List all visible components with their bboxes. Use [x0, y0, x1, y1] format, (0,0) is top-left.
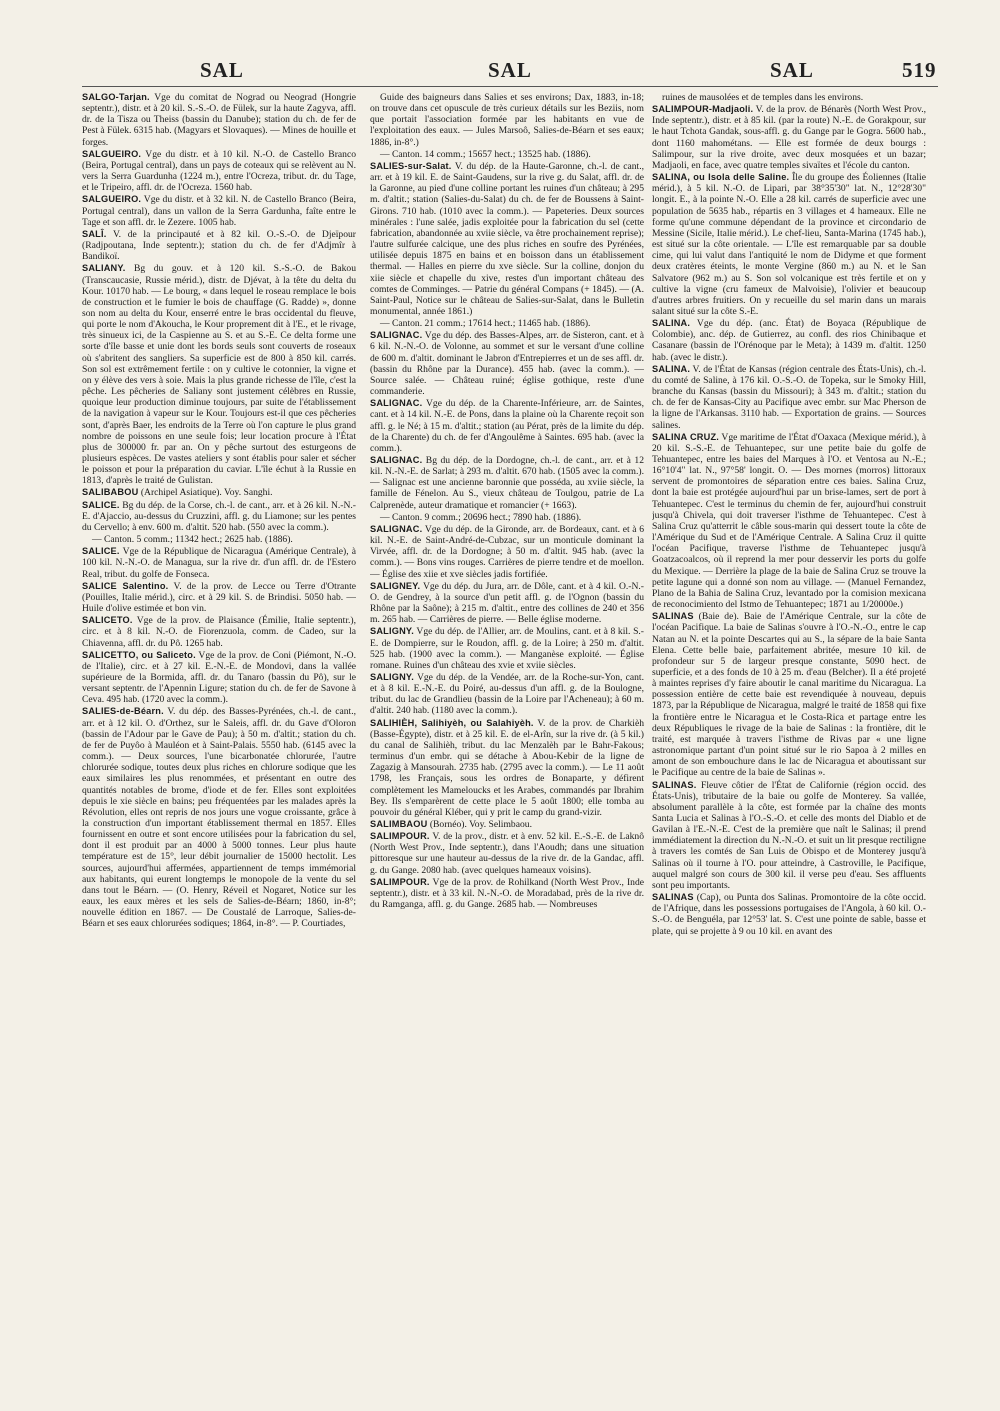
- header-rule: [82, 86, 938, 87]
- dictionary-entry: [370, 672, 644, 717]
- entry-headword: SALIES-sur-Salat.: [370, 160, 452, 171]
- dictionary-entry: [82, 194, 356, 227]
- entry-headword: SALICETTO, ou Saliceto.: [82, 649, 196, 660]
- entry-text: V. de la prov. de Charkièh (Basse-Égypte), distr. et à 25 kil. E. de el-Arîn, sur la rive dr. (à 5 kil.) du canal de Salihièh, tribut. du lac Menzalèh par le Bahr-Fakous; terminus d'un embr. qui se détache à Abou-Kebir de la ligne de Zagazig à Mansourah. 2735 hab. (2795 avec la comm.). — Le 11 août 1798, les Français, sous les ordres de Bonaparte, y défirent complètement les Mameloucks et les Arabes, commandés par Ibrahim Bey. Ils s'emparèrent de cette place le 5 août 1800; elle tomba au pouvoir du général Kléber, qui y prit le camp du grand-vizir.: [370, 717, 644, 818]
- entry-text: Vge de la prov. de Coni (Piémont, N.-O. de l'Italie), circ. et à 27 kil. E.-N.-E. de Mondovi, dans la vallée supérieure de la Bormida, affl. dr. du Tanaro (bassin du Pô), sur le versant septentr. de l'Apennin Ligure; station du ch. de fer de Savone à Ceva. 495 hab. (1720 avec la comm.).: [82, 649, 356, 706]
- entry-text: Fleuve côtier de l'État de Californie (région occid. des États-Unis), tributaire de la baie ou golfe de Monterey. Sa vallée, absolument parallèle à la côte, est formée par la chaîne des monts Santa Lucia et Salinas à l'O.-S.-O. et celle des monts del Diablo et de Gavilan à l'E.-N.-E. C'est de la première que naît le Salinas; il prend immédiatement la direction du N.-N.-O. et suit un lit presque rectiligne à travers les comtés de San Luis de Obispo et de Monterey jusqu'à Salinas où il tourne à l'O. pour atteindre, à Castroville, le Pacifique, auquel malgré son cours de 300 kil. il verse peu d'eau. Ses affluents sont peu importants.: [652, 779, 926, 891]
- entry-continuation: — Canton. 9 comm.; 20696 hect.; 7890 hab. (1886).: [380, 511, 582, 523]
- entry-text: (Archipel Asiatique). Voy. Sanghi.: [138, 487, 273, 499]
- entry-headword: SALINA.: [652, 363, 691, 374]
- entry-text: Vge de la République de Nicaragua (Amérique Centrale), à 100 kil. N.-N.-O. de Managua, sur la rive dr. d'un affl. dr. de l'Estero Real, tribut. du golfe de Fonseca.: [82, 546, 356, 580]
- dictionary-entry: [82, 229, 356, 262]
- entry-headword: SALINA CRUZ.: [652, 431, 720, 442]
- entry-headword: SALGUEIRO.: [82, 194, 142, 205]
- entry-headword: SALIGNAC.: [370, 330, 423, 341]
- entry-text: V. de la prov. de Bénarès (North West Prov., Inde septentr.), distr. et à 85 kil. (par la route) N.-E. de Gorakpour, sur le haut Tchota Gandak, sous-affl. g. du Gange par le Gogra. 5600 hab., dont 1160 mahométans. — Elle est formée de deux bourgs : Salimpour, sur la rive droite, avec deux mosquées et un bazar; Madjaoli, en face, avec quatre temples sivaïtes et l'école du canton.: [652, 104, 926, 171]
- header-center: SAL: [488, 58, 532, 82]
- entry-headword: SALINA.: [652, 318, 691, 329]
- entry-text: (Baie de). Baie de l'Amérique Centrale, sur la côte de l'océan Pacifique. La baie de Salinas s'ouvre à l'O.-N.-O., entre le cap Natan au N. et la pointe Descartes qui au S., la sépare de la baie Santa Elena. Cette belle baie, parfaitement abritée, mesure 10 kil. de profondeur sur 5 de largeur presque constante, 5090 hect. de superficie, et a des fonds de 10 à 25 m. d'eau (Belcher). Il a été projeté à maintes reprises d'y faire aboutir le canal maritime du Nicaragua. La possession entière de cette baie est revendiquée à nouveau, depuis 1873, par la République de Nicaragua, malgré le traité de 1858 qui fixe la frontière entre le Nicaragua et le Costa-Rica et partage entre les deux Républiques le rivage de la baie de Salinas : la frontière, dit le traité, est marquée à travers l'isthme de Rivas par « une ligne astronomique partant d'un point situé sur le rio Sapoa à 2 milles en amont de son embouchure dans le lac de Nicaragua et aboutissant sur le Pacifique au centre de la baie de Salinas ».: [652, 611, 926, 779]
- entry-headword: SALIMPOUR.: [370, 831, 430, 842]
- entry-text: V. du dép. des Basses-Pyrénées, ch.-l. de cant., arr. et à 12 kil. O. d'Orthez, sur le Saleis, affl. dr. du Gave d'Oloron (bassin de l'Adour par le Gave de Pau); à 50 m. d'altit.; station du ch. de fer de Puyôo à Mauléon et à Saint-Palais. 5550 hab. (6145 avec la comm.). — Deux sources, l'une bicarbonatée chlorurée, l'autre chlorurée sodique, toutes deux plus riches en chlorure sodique que les eaux similaires les plus renommées, et présentant en outre des quantités notables de brome, d'iode et de fer. Elles sont exploitées depuis le xie siècle en bains; peu fréquentées par les malades après la Révolution, elles ont repris de nos jours une vogue croissante, grâce à la construction d'un important établissement thermal en 1857. Elles fournissent en outre et sont encore utilisées pour la fabrication du sel, dont il est produit par an 4000 à 5000 tonnes. Leur plus haute température est de 15°, leur débit journalier de 15000 hectolit. Les sources, aujourd'hui affermées, appartiennent de temps immémorial aux habitants, qui eurent longtemps le monopole de la vente du sel dans tout le Béarn. — (O. Henry, Réveil et Nogaret, Notice sur les eaux, les eaux mères et les sels de Salies-de-Béarn; 1860, in-8°; nouvelle édition en 1867. — De Coustalé de Larroque, Salies-de-Béarn et ses eaux chlorurées sodiques; 1864, in-8°. — P. Courtiades,: [82, 706, 356, 930]
- entry-text: V. de la prov. de Lecce ou Terre d'Otrante (Pouilles, Italie mérid.), circ. et à 29 kil. S. de Brindisi. 5050 hab. — Huile d'olive estimée et bon vin.: [82, 580, 356, 615]
- dictionary-entry: [652, 780, 926, 892]
- header-right: SAL: [770, 58, 814, 82]
- entry-text: Vge du distr. et à 10 kil. N.-O. de Castello Branco (Beira, Portugal central), dans un pays de coteaux qui se relèvent au N. vers la Serra Guardunha (1224 m.), entre l'Ocreza, tribut. dr. du Tage, et le Tripeiro, affl. dr. de l'Ocreza. 1560 hab.: [82, 148, 356, 194]
- entry-continuation: Guide des baigneurs dans Salies et ses environs; Dax, 1883, in-18; on trouve dans cet opuscule de très curieux détails sur les Beziis, nom que portait l'association formée par les habitants en vue de l'exploitation des eaux. — Jules Marsoô, Salies-de-Béarn et ses eaux; 1886, in-8°.): [370, 92, 644, 148]
- dictionary-entry: [82, 706, 356, 929]
- entry-headword: SALIGNEY.: [370, 580, 421, 591]
- dictionary-entry: [652, 172, 926, 317]
- entry-headword: SALÎ.: [82, 228, 107, 239]
- entry-headword: SALIMBAOU: [370, 819, 428, 829]
- entry-headword: SALIHIÈH, Salihiyèh, ou Salahiyèh.: [370, 717, 534, 728]
- entry-continuation: — Canton. 5 comm.; 11342 hect.; 2625 hab. (1886).: [92, 534, 293, 546]
- entry-continuation: ruines de mausolées et de temples dans les environs.: [662, 92, 864, 103]
- dictionary-entry: [370, 626, 644, 671]
- header-left: SAL: [200, 58, 244, 82]
- entry-text: Bg du gouv. et à 120 kil. S.-S.-O. de Bakou (Transcaucasie, Russie mérid.), distr. de Djévat, à la tête du delta du Kour. 10170 hab. — Le bourg, « dans lequel le roseau remplace le bois de construction et le fumier le bois de chauffage (G. Radde) », donne son nom au delta du Kour, enserré entre le bras occidental du fleuve, qui porte le nom d'Akoucha, le Kour proprement dit à l'E., et le rivage, très sinueux ici, de la Caspienne au S. et au S.-E. Ce delta forme une sorte d'île basse et unie dont les bords seuls sont couverts de roseaux où s'abritent des sangliers. Sa superficie est de 800 à 850 kil. carrés. Son sol est extrêmement fertile : on y cultive le cotonnier, la vigne et on y élève des vers à soie. Mais la plus grande richesse de l'île, c'est la pêche. Les pêcheries de Saliany sont justement célèbres en Russie, quoique leur production diminue toujours, par suite de l'établissement de la navigation à vapeur sur le Kour. Toujours est-il que ces pêcheries sont, d'après Baer, les endroits de la Terre où l'on capture le plus grand nombre de poissons en une seule fois; leur location procure à l'État plus de 300000 fr. par an. On y pêche surtout des esturgeons de plusieurs espèces. De vastes ateliers y sont établis pour saler et sécher le poisson et pour la préparation du caviar. L'île échut à la Russie en 1813, d'après le traité de Gulistan.: [82, 263, 356, 487]
- dictionary-entry: [652, 611, 926, 778]
- dictionary-entry: [652, 432, 926, 611]
- entry-text: Vge du dép. de la Vendée, arr. de la Roche-sur-Yon, cant. et à 8 kil. E.-N.-E. du Poiré, au-dessus d'un affl. g. de la Boulogne, tribut. du lac de Grandlieu (bassin de la Loire par l'Acheneau); à 60 m. d'altit. 240 hab. (1180 avec la comm.).: [370, 671, 644, 717]
- entry-headword: SALIGNAC.: [370, 398, 423, 409]
- page-number: 519: [902, 58, 937, 82]
- dictionary-entry: [370, 455, 644, 511]
- entry-headword: SALICE.: [82, 546, 120, 557]
- dictionary-entry: [652, 318, 926, 363]
- entry-text: Vge du distr. et à 32 kil. N. de Castello Branco (Beira, Portugal central), dans un vallon de la Serra Gardunha, faîte entre le Tage et son affl. dr. le Zezere. 1005 hab.: [82, 194, 356, 228]
- dictionary-entry: [652, 364, 926, 431]
- dictionary-entry: [82, 546, 356, 579]
- entry-text: V. de la principauté et à 82 kil. O.-S.-O. de Djeïpour (Radjpoutana, Inde septentr.); station du ch. de fer d'Adjmîr à Bandikoï.: [82, 228, 356, 263]
- entry-text: Vge du comitat de Nograd ou Neograd (Hongrie septentr.), distr. et à 20 kil. S.-S.-O. de Fülek, sur la haute Zagyva, affl. dr. de la Tisza ou Theiss (bassin du Danube); station du ch. de fer de Pest à Fülek. 6315 hab. (Magyars et Slovaques). — Mines de houille et forges.: [82, 92, 356, 148]
- entry-headword: SALGUEIRO.: [82, 148, 142, 159]
- dictionary-entry: [82, 500, 356, 533]
- dictionary-entry: [370, 161, 644, 317]
- entry-text: Vge du dép. du Jura, arr. de Dôle, cant. et à 4 kil. O.-N.-O. de Gendrey, à la source d'un petit affl. g. de l'Ognon (bassin du Rhône par la Saône); à 215 m. d'altit., entre des collines de 240 et 356 m. 265 hab. — Carrières de pierre. — Belle église moderne.: [370, 580, 644, 626]
- entry-text: Vge de la prov. de Rohilkand (North West Prov., Inde septentr.), distr. et à 33 kil. N.-N.-O. de Moradabad, près de la rive dr. du Ramganga, affl. g. du Gange. 2685 hab. — Nombreuses: [370, 876, 644, 911]
- entry-text: Vge du dép. de la Gironde, arr. de Bordeaux, cant. et à 6 kil. N.-E. de Saint-André-de-Cubzac, sur un monticule dominant la Virvée, affl. dr. de la Dordogne; à 50 m. d'altit. 945 hab. (avec la comm.). — Bons vins rouges. Carrières de pierre tendre et de moellon. — Église des xiie et xve siècles jadis fortifiée.: [370, 523, 644, 580]
- entry-headword: SALIGNY.: [370, 671, 414, 682]
- entry-headword: SALIES-de-Béarn.: [82, 706, 164, 717]
- entry-headword: SALIMPOUR-Madjaoli.: [652, 104, 754, 115]
- dictionary-entry: [370, 330, 644, 397]
- entry-headword: SALGO-Tarjan.: [82, 92, 150, 102]
- dictionary-entry: [370, 877, 644, 910]
- column-3: [652, 92, 926, 1392]
- entry-headword: SALIMPOUR.: [370, 876, 430, 887]
- entry-headword: SALINAS: [652, 611, 694, 622]
- entry-text: Vge du dép. des Basses-Alpes, arr. de Sisteron, cant. et à 6 kil. N.-N.-O. de Volonne, au sommet et sur le versant d'une colline de 600 m. d'altit. dominant le Jabron d'Entrepierres et un de ses affl. dr. (bassin du Rhône par la Durance). 455 hab. (avec la comm.). — Source salée. — Château ruiné; église gothique, reste d'une commanderie.: [370, 330, 644, 398]
- dictionary-entry: [82, 615, 356, 648]
- entry-continuation: — Canton. 14 comm.; 15657 hect.; 13525 hab. (1886).: [380, 148, 591, 160]
- column-1: [82, 92, 356, 1392]
- entry-text: Vge de la prov. de Plaisance (Émilie, Italie septentr.), circ. et à 8 kil. N.-O. de Fiorenzuola, comm. de Cadeo, sur la Chiavenna, affl. dr. du Pô. 1265 hab.: [82, 615, 356, 649]
- entry-continuation: — Canton. 21 comm.; 17614 hect.; 11465 hab. (1886).: [380, 318, 591, 330]
- dictionary-entry: [370, 718, 644, 818]
- dictionary-entry: [82, 581, 356, 614]
- dictionary-entry: [652, 104, 926, 171]
- dictionary-entry: [82, 487, 356, 498]
- entry-text: (Bornéo). Voy. Selimbaou.: [427, 819, 532, 830]
- dictionary-entry: [370, 581, 644, 626]
- entry-text: V. du dép. de la Haute-Garonne, ch.-l. de cant., arr. et à 19 kil. E. de Saint-Gaudens, sur la rive g. du Salat, affl. dr. de la Garonne, au pied d'une colline portant les ruines d'un château; à 295 m. d'altit.; station (Salies-du-Salat) du ch. de fer de Boussens à Saint-Girons. 710 hab. (1010 avec la comm.). — Papeteries. Deux sources minérales : l'une salée, jadis exploitée pour la fabrication du sel (cette fabrication, abandonnée au xviie siècle, va être prochainement reprise); l'autre sulfurée calcique, une des plus riches en soufre des Pyrénées, utilisée depuis 1875 en bains et en boisson dans un établissement thermal. — Halles en pierre du xve siècle. Sur la colline, donjon du xiie siècle et chapelle du xive, restes d'un important château des comtes de Comminges. — Patrie du général Compans (+ 1845). — (A. Saint-Paul, Notice sur le château de Salies-sur-Salat, dans le Bulletin monumental, année 1861.): [370, 160, 644, 317]
- entry-headword: SALICE Salentino.: [82, 580, 169, 591]
- entry-text: Vge du dép. de l'Allier, arr. de Moulins, cant. et à 8 kil. S.-E. de Dompierre, sur le Roudon, affl. g. de la Loire; à 250 m. d'altit. 525 hab. (1900 avec la comm.). — Manganèse exploité. — Église romane. Ruines d'un château des xvie et xviie siècles.: [370, 626, 644, 671]
- entry-text: Île du groupe des Éoliennes (Italie mérid.), à 5 kil. N.-O. de Lipari, par 38°35'30" lat. N., 12°28'30" longit. E., à la pointe N.-O. Elle a 28 kil. carrés de superficie avec une population de 5635 hab., répartis en 3 villages et 4 hameaux. Elle ne forme qu'une commune dépendant de la province et circondario de Messine (Sicile, Italie mérid.). Le chef-lieu, Santa-Marina (1745 hab.), est situé sur la côte orientale. — L'île est remarquable par sa double cime, qui lui valut dans l'antiquité le nom de Didyme et que forment deux cratères éteints, le monte Vergine (860 m.) au N. et le San Salvatore (962 m.) au S. Son sol volcanique est très fertile et on y cultive la vigne (cru fameux de Malvoisie), l'olivier et beaucoup d'autres arbres fruitiers. On y recueille du sel marin dans un marais salant situé sur la côte S.-E.: [652, 172, 926, 317]
- entry-text: V. de l'État de Kansas (région centrale des États-Unis), ch.-l. du comté de Saline, à 176 kil. O.-S.-O. de Topeka, sur le Smoky Hill, branche du Kansas (bassin du Missouri); à 343 m. d'altit.; station du ch. de fer de Kansas-City au Pacifique avec embr. sur Mac Pherson de la ligne de l'Arkansas. 3110 hab. — Exportation de grains. — Sources salines.: [652, 363, 926, 431]
- entry-text: (Cap), ou Punta dos Salinas. Promontoire de la côte occid. de l'Afrique, dans les possessions portugaises de l'Angola, à 60 kil. O.-S.-O. de Benguéla, par 12°53' lat. S. C'est une pointe de sable, basse et plate, qui se projette à 9 ou 10 kil. en avant des: [652, 892, 926, 937]
- dictionary-entry: [82, 650, 356, 706]
- entry-headword: SALINA, ou Isola delle Saline.: [652, 172, 790, 183]
- entry-text: V. de la prov., distr. et à env. 52 kil. E.-S.-E. de Laknô (North West Prov., Inde septentr.), dans l'Aoudh; dans une situation pittoresque sur une hauteur au-dessus de la rive dr. de la Gandac, affl. g. du Gange. 2080 hab. (avec quelques hameaux voisins).: [370, 831, 644, 876]
- entry-text: Vge du dép. de la Charente-Inférieure, arr. de Saintes, cant. et à 14 kil. N.-E. de Pons, dans la plaine où la Charente reçoit son affl. g. le Né; à 15 m. d'altit.; station (au Pérat, près de la limite du dép. de la Charente) du ch. de fer d'Angoulême à Saintes. 695 hab. (avec la comm.).: [370, 398, 644, 454]
- entry-headword: SALIGNAC.: [370, 523, 423, 534]
- dictionary-entry: [82, 263, 356, 486]
- column-2: [370, 92, 644, 1392]
- entry-headword: SALIGNY.: [370, 626, 414, 637]
- entry-text: Bg du dép. de la Dordogne, ch.-l. de cant., arr. et à 12 kil. N.-N.-E. de Sarlat; à 293 m. d'altit. 670 hab. (1505 avec la comm.). — Salignac est une ancienne baronnie que posséda, au xviie siècle, la famille de Fénelon. Au S., vieux château de Toulgou, patrie de La Calprenède, auteur dramatique et romancier (+ 1663).: [370, 455, 644, 511]
- dictionary-entry: [370, 398, 644, 454]
- dictionary-entry: [82, 149, 356, 194]
- entry-headword: SALIBABOU: [82, 487, 139, 498]
- dictionary-entry: [370, 819, 644, 830]
- entry-text: Vge maritime de l'État d'Oaxaca (Mexique mérid.), à 20 kil. S.-S.-E. de Tehuantepec, sur une petite baie du golfe de Tehuantepec, entre les baies del Marques à l'O. et Ventosa au N.-E.; 16°10'4" lat. N., 97°58' longit. O. — Des mornes (morros) littoraux servent de promontoires de séparation entre ces baies. Salina Cruz, dont la baie est protégée aujourd'hui par un brise-lames, sert de port à Tehuantepec. C'est le terminus du chemin de fer, aujourd'hui construit jusqu'à Chivela, qui doit traverser l'isthme de Tehuantepec. C'est à Salina Cruz qu'atterrit le câble sous-marin qui dessert toute la côte de l'Amérique du Sud et de l'Amérique Centrale. A Salina Cruz il quitte l'océan Pacifique, traverse l'isthme de Tehuantepec jusqu'à Goatzacoalcos, où il reprend la mer pour desservir les ports du golfe du Mexique. — Derrière la plage de la baie de Salina Cruz se trouve la petite lagune qui a donné son nom au village. — (Manuel Fernandez, Plano de la Bahia de Salina Cruz, levantado por la comision mexicana de reconocimiento del Istmo de Tehuantepec; 1871 au 1/20000e.): [652, 431, 926, 611]
- entry-headword: SALICETO.: [82, 615, 133, 626]
- entry-headword: SALINAS.: [652, 779, 697, 790]
- dictionary-entry: [370, 831, 644, 876]
- dictionary-entry: [370, 524, 644, 580]
- entry-headword: SALICE.: [82, 499, 120, 510]
- dictionary-entry: [82, 92, 356, 148]
- entry-text: Bg du dép. de la Corse, ch.-l. de cant., arr. et à 26 kil. N.-N.-E. d'Ajaccio, au-dessus du Cruzzini, affl. g. du Liamone; sur les pentes du Cervello; à env. 600 m. d'altit. 520 hab. (550 avec la comm.).: [82, 499, 356, 533]
- entry-headword: SALIANY.: [82, 263, 126, 274]
- entry-text: Vge du dép. (anc. État) de Boyaca (République de Colombie), anc. dép. de Gutierrez, au confl. des rios Chinibaque et Casanare (bassin de l'Orénoque par le Meta); à 1439 m. d'altit. 1250 hab. (avec le distr.).: [652, 318, 926, 363]
- entry-headword: SALIGNAC.: [370, 455, 423, 465]
- entry-headword: SALINAS: [652, 892, 694, 903]
- dictionary-entry: [652, 892, 926, 937]
